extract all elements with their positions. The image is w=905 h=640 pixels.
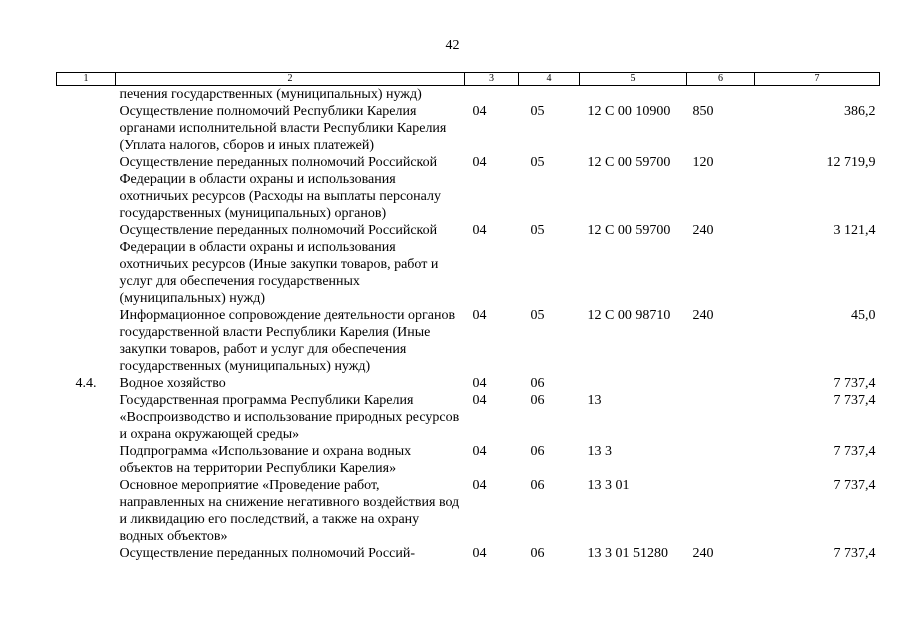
row-target-article-code — [580, 86, 687, 104]
row-subsection-code: 06 — [530, 376, 545, 391]
row-expense-type-code — [687, 375, 755, 392]
row-subsection-code: 05 — [530, 308, 545, 323]
row-section-code: 04 — [472, 546, 487, 561]
row-subsection-code: 06 — [530, 546, 545, 561]
column-header: 2 — [116, 73, 465, 86]
column-header: 3 — [465, 73, 519, 86]
row-expense-type-code: 240 — [692, 546, 714, 561]
row-name: Государственная программа Республики Карелия «Воспроизводство и использование природных ресурсов и охрана окружающей среды» — [119, 393, 460, 442]
row-number — [57, 103, 116, 154]
column-number-header-row — [57, 73, 880, 86]
row-amount: 7 737,4 — [833, 444, 876, 459]
row-subsection-code: 05 — [530, 223, 545, 238]
table-row — [57, 103, 880, 154]
row-subsection-code: 06 — [530, 478, 545, 493]
row-subsection-code: 06 — [530, 444, 545, 459]
row-number: 4.4. — [75, 376, 97, 391]
row-amount: 3 121,4 — [833, 223, 876, 238]
row-expense-type-code — [687, 443, 755, 477]
row-target-article-code: 12 С 00 10900 — [587, 104, 671, 119]
row-name: Осуществление переданных полномочий Россий- — [119, 546, 416, 561]
table-row — [57, 392, 880, 443]
row-name: Осуществление переданных полномочий Российской Федерации в области охраны и использования охотничьих ресурсов (Расходы на выплаты персоналу государственных (муниципальных) органов) — [119, 155, 441, 221]
row-section-code: 04 — [472, 444, 487, 459]
row-subsection-code: 05 — [530, 155, 545, 170]
row-target-article-code: 13 — [587, 393, 602, 408]
table-row — [57, 545, 880, 562]
row-subsection-code: 05 — [530, 104, 545, 119]
row-number — [57, 477, 116, 545]
column-header: 6 — [687, 73, 755, 86]
row-expense-type-code — [687, 86, 755, 104]
row-amount: 386,2 — [844, 104, 876, 119]
row-section-code: 04 — [472, 155, 487, 170]
row-target-article-code: 13 3 01 51280 — [587, 546, 668, 561]
row-subsection-code — [519, 86, 580, 104]
row-target-article-code: 12 С 00 98710 — [587, 308, 671, 323]
table-row — [57, 375, 880, 392]
row-target-article-code: 13 3 — [587, 444, 612, 459]
row-number — [57, 307, 116, 375]
row-name: Информационное сопровождение деятельности органов государственной власти Республики Карелия (Иные закупки товаров, работ и услуг для обеспечения государственных (муниципальных) нужд) — [119, 308, 456, 374]
row-expense-type-code: 240 — [692, 223, 714, 238]
row-number — [57, 443, 116, 477]
row-name: печения государственных (муниципальных) нужд) — [119, 87, 422, 102]
row-expense-type-code: 850 — [692, 104, 714, 119]
row-section-code: 04 — [472, 308, 487, 323]
row-section-code: 04 — [472, 478, 487, 493]
column-header: 1 — [57, 73, 116, 86]
row-number — [57, 545, 116, 562]
row-amount — [755, 86, 880, 104]
table-row — [57, 477, 880, 545]
row-expense-type-code — [687, 477, 755, 545]
table-row — [57, 86, 880, 104]
row-section-code: 04 — [472, 104, 487, 119]
row-amount: 7 737,4 — [833, 546, 876, 561]
row-section-code: 04 — [472, 223, 487, 238]
row-amount: 7 737,4 — [833, 393, 876, 408]
row-name: Основное мероприятие «Проведение работ, направленных на снижение негативного воздействия вод и ликвидацию его последствий, а также на охрану водных объектов» — [119, 478, 460, 544]
table-row — [57, 307, 880, 375]
row-section-code — [465, 86, 519, 104]
row-amount: 7 737,4 — [833, 376, 876, 391]
row-number — [57, 154, 116, 222]
budget-table — [56, 72, 880, 562]
row-target-article-code: 13 3 01 — [587, 478, 630, 493]
page-number: 42 — [445, 38, 460, 53]
column-header: 7 — [755, 73, 880, 86]
row-amount: 12 719,9 — [826, 155, 876, 170]
column-header: 4 — [519, 73, 580, 86]
row-target-article-code — [580, 375, 687, 392]
row-section-code: 04 — [472, 376, 487, 391]
row-name: Подпрограмма «Использование и охрана водных объектов на территории Республики Карелия» — [119, 444, 412, 476]
row-target-article-code: 12 С 00 59700 — [587, 223, 671, 238]
row-number — [57, 86, 116, 104]
row-name: Осуществление полномочий Республики Карелия органами исполнительной власти Республики Карелия (Уплата налогов, сборов и иных платежей) — [119, 104, 447, 153]
row-number — [57, 392, 116, 443]
row-amount: 45,0 — [851, 308, 876, 323]
table-row — [57, 443, 880, 477]
row-number — [57, 222, 116, 307]
row-name: Осуществление переданных полномочий Российской Федерации в области охраны и использования охотничьих ресурсов (Иные закупки товаров, работ и услуг для обеспечения государственных (муниципальных) нужд) — [119, 223, 439, 306]
row-expense-type-code — [687, 392, 755, 443]
row-expense-type-code: 240 — [692, 308, 714, 323]
row-expense-type-code: 120 — [692, 155, 714, 170]
row-amount: 7 737,4 — [833, 478, 876, 493]
table-row — [57, 222, 880, 307]
row-target-article-code: 12 С 00 59700 — [587, 155, 671, 170]
row-name: Водное хозяйство — [119, 376, 226, 391]
row-subsection-code: 06 — [530, 393, 545, 408]
column-header: 5 — [580, 73, 687, 86]
table-row — [57, 154, 880, 222]
row-section-code: 04 — [472, 393, 487, 408]
